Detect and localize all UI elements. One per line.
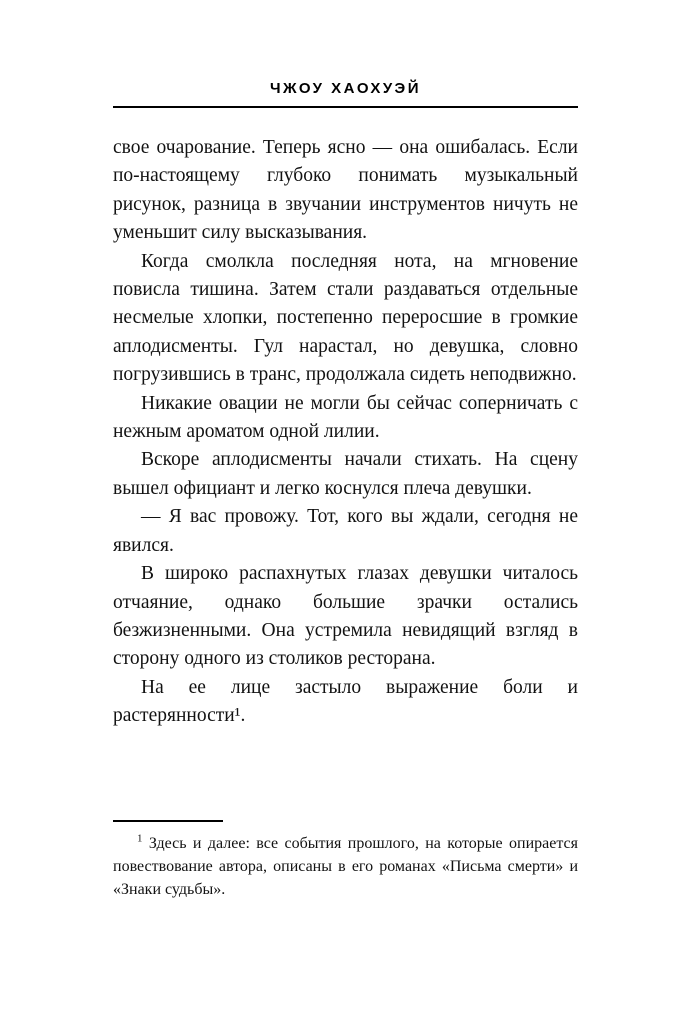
body-paragraph: В широко распахнутых глазах девушки читалось отчаяние, однако большие зрачки остались безжизненными. Она устремила невидящий взгляд в сторону одного из столиков ресторана. xyxy=(113,563,578,670)
footnote-divider xyxy=(113,820,223,822)
header-rule xyxy=(113,106,578,108)
body-paragraph: Вскоре аплодисменты начали стихать. На сцену вышел официант и легко коснулся плеча девушки. xyxy=(113,449,578,499)
body-paragraph: На ее лице застыло выражение боли и растерянности¹. xyxy=(113,676,578,727)
running-head: ЧЖОУ ХАОХУЭЙ xyxy=(269,80,422,97)
footnote-text: $^1$ Здесь и далее: все события прошлого, на которые опирается повествование автора, описаны в его романах «Письма смерти» и «Знаки судьбы». xyxy=(113,832,579,898)
body-paragraph: Никакие овации не могли бы сейчас соперничать с нежным ароматом одной лилии. xyxy=(113,392,578,443)
footnote-marker: 1 xyxy=(137,832,143,845)
body-paragraph: — Я вас провожу. Тот, кого вы ждали, сегодня не явился. xyxy=(113,506,578,556)
footnote xyxy=(113,820,578,901)
body-text xyxy=(113,134,578,731)
body-paragraph: Когда смолкла последняя нота, на мгновение повисла тишина. Затем стали раздаваться отдельные несмелые хлопки, постепенно переросшие в громкие аплодисменты. Гул нарастал, но девушка, словно погрузившись в транс, продолжала сидеть неподвижно. xyxy=(113,250,578,386)
body-paragraph: свое очарование. Теперь ясно — она ошибалась. Если по-настоящему глубоко понимать музыкальный рисунок, разница в звучании инструментов ничуть не уменьшит силу высказывания. xyxy=(113,137,578,244)
